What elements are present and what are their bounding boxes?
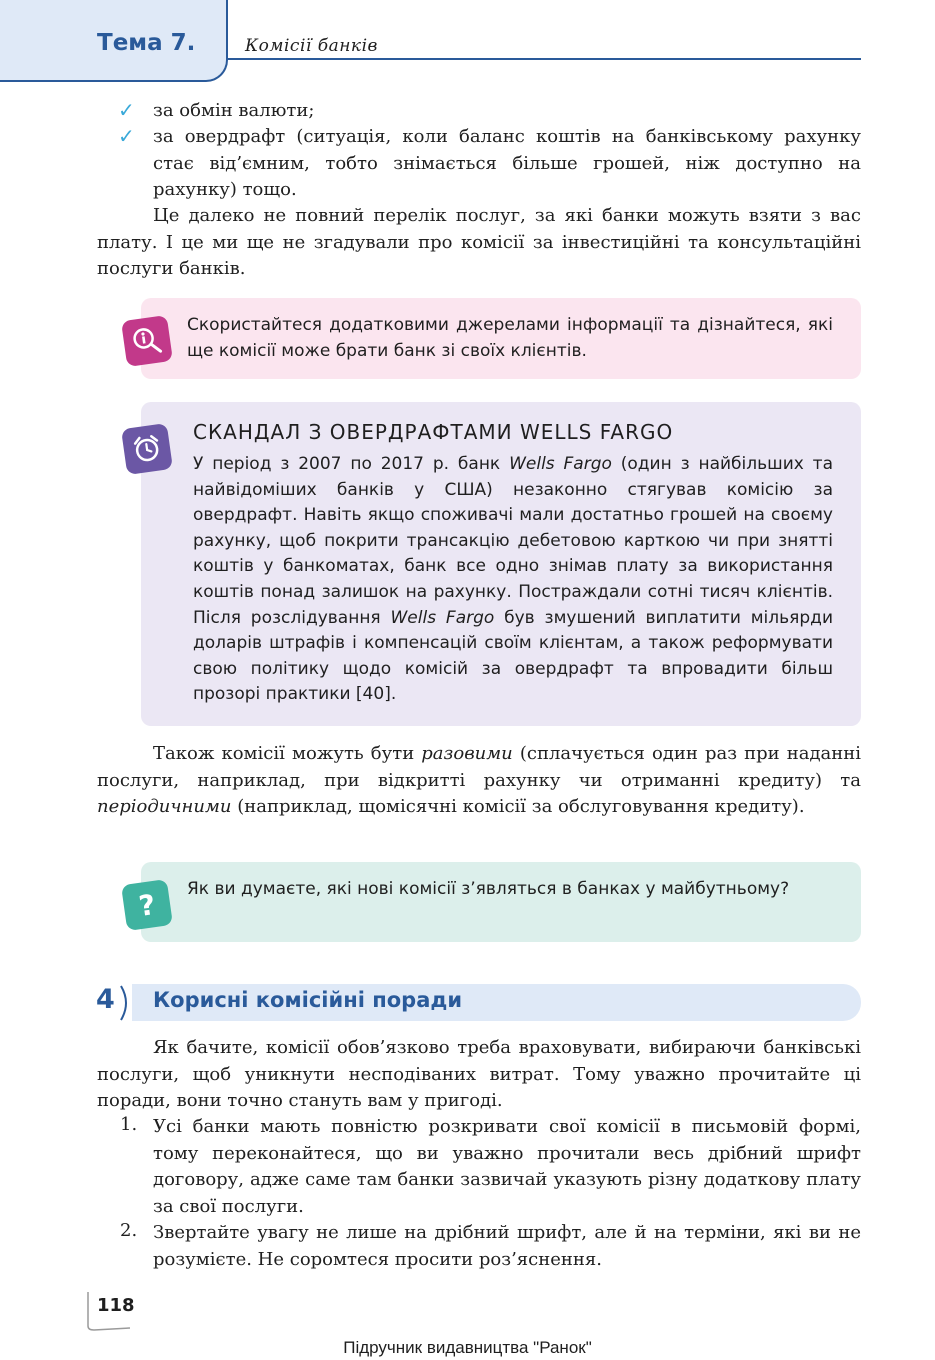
alarm-clock-icon (121, 423, 173, 475)
page-number: 118 (97, 1295, 135, 1316)
paragraph: Як бачите, комісії обов’язково треба враховувати, вибираючи банківські послуги, щоб уникнути несподіваних витрат. Тому уважно прочитайте ці поради, вони точно стануть вам у пригоді. (97, 1037, 861, 1111)
info-search-icon (121, 315, 173, 367)
info-callout-text: Скористайтеся додатковими джерелами інформації та дізнайтеся, які ще комісії може брати банк зі своїх клієнтів. (187, 315, 833, 361)
checkmark-icon: ✓ (118, 124, 135, 148)
topic-label: Тема 7. (97, 30, 196, 56)
case-study-heading: СКАНДАЛ З ОВЕРДРАФТАМИ WELLS FARGO (193, 420, 674, 444)
list-item: за обмін валюти; (153, 100, 315, 121)
paragraph: Також комісії можуть бути разовими (сплачується один раз при наданні послуги, наприклад, при відкритті рахунку чи отриманні кредиту) та періодичними (наприклад, щомісячні комісії за обслуговування кредиту). (97, 743, 862, 817)
section-bracket (118, 984, 134, 1022)
chapter-title: Комісії банків (245, 36, 378, 56)
publisher-credit: Підручник видавництва "Ранок" (343, 1338, 592, 1357)
list-number: 1. (120, 1114, 138, 1135)
list-item: Усі банки мають повністю розкривати свої комісії в письмовій формі, тому переконайтеся, що ви уважно прочитали весь дрібний шрифт договору, адже саме там банки зазвичай указують різну додаткову плату за свої послуги. (153, 1116, 861, 1217)
paragraph: Це далеко не повний перелік послуг, за які банки можуть взяти з вас плату. І це ми ще не згадували про комісії за інвестиційні та консультаційні послуги банків. (97, 205, 861, 279)
checkmark-icon: ✓ (118, 98, 135, 122)
header-rule (228, 58, 861, 60)
list-number: 2. (120, 1220, 138, 1241)
list-item: Звертайте увагу не лише на дрібний шрифт, але й на терміни, які ви не розумієте. Не соромтеся просити роз’яснення. (153, 1222, 861, 1270)
question-callout (141, 862, 861, 942)
section-number: 4 (96, 984, 115, 1015)
question-callout-text: Як ви думаєте, які нові комісії з’являться в банках у майбутньому? (187, 879, 790, 899)
case-study-text: У період з 2007 по 2017 р. банк Wells Fargo (один з найбільших та найвідоміших банків у США) незаконно стягував комісію за овердрафт. Навіть якщо споживачі мали достатньо грошей на своєму рахунку, щоб покрити трансакцію дебетовою карткою чи при знятті коштів у банкоматах, банк все одно знімав плату за використання коштів понад залишок на рахунку. Постраждали сотні тисяч клієнтів. Після розслідування Wells Fargo був змушений виплатити мільярди доларів штрафів і компенсацій своїм клієнтам, а також реформувати свою політику щодо комісій за овердрафт та впровадити більш прозорі практики [40]. (193, 454, 833, 705)
question-icon: ? (121, 879, 173, 931)
section-title: Корисні комісійні поради (153, 988, 463, 1012)
list-item: за овердрафт (ситуація, коли баланс коштів на банківському рахунку стає від’ємним, тобто знімається більше грошей, ніж доступно на рахунку) тощо. (153, 126, 861, 200)
